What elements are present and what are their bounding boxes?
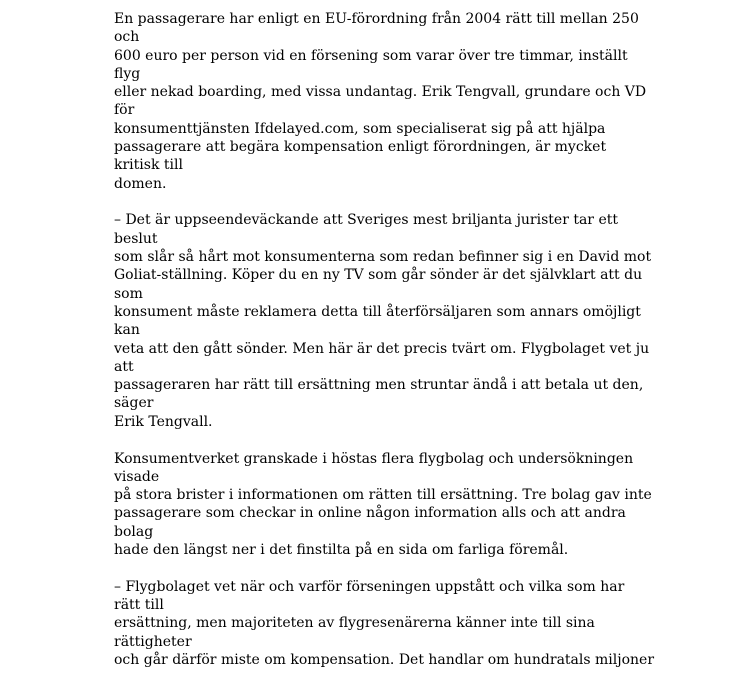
paragraph-tengvall-quote: – Det är uppseendeväckande att Sveriges mest briljanta jurister tar ett beslut som slår så hårt mot konsumenterna som redan befinner sig i en David mot Goliat-ställning. Köper du en ny TV som går sönder är det självklart att du som konsument måste reklamera detta till återförsäljaren som annars omöjligt kan veta att den gått sönder. Men här är det precis tvärt om. Flygbolaget vet ju att passageraren har rätt till ersättning men struntar ändå i att betala ut den, säger Erik Tengvall.	[114, 212, 652, 430]
paragraph-eu-regulation: En passagerare har enligt en EU-förordning från 2004 rätt till mellan 250 och 600 euro per person vid en försening som varar över tre timmar, inställt flyg eller nekad boarding, med vissa undantag. Erik Tengvall, grundare och VD för konsumenttjänsten Ifdelayed.com, som specialiserat sig på att hjälpa passagerare att begära kompensation enligt förordningen, är mycket kritisk till domen.	[114, 11, 647, 192]
paragraph-konsumentverket: Konsumentverket granskade i höstas flera flygbolag och undersökningen visade på stora brister i informationen om rätten till ersättning. Tre bolag gav inte passagerare som checkar in online någon information alls och att andra bolag hade den längst ner i det finstilta på en sida om farliga föremål.	[114, 450, 652, 559]
article-body	[114, 10, 654, 688]
paragraph-airline-knowledge: – Flygbolaget vet när och varför förseningen uppstått och vilka som har rätt till ersättning, men majoriteten av flygresenärerna känner inte till sina rättigheter och går därför miste om kompensation. Det handlar om hundratals miljoner	[114, 578, 655, 668]
